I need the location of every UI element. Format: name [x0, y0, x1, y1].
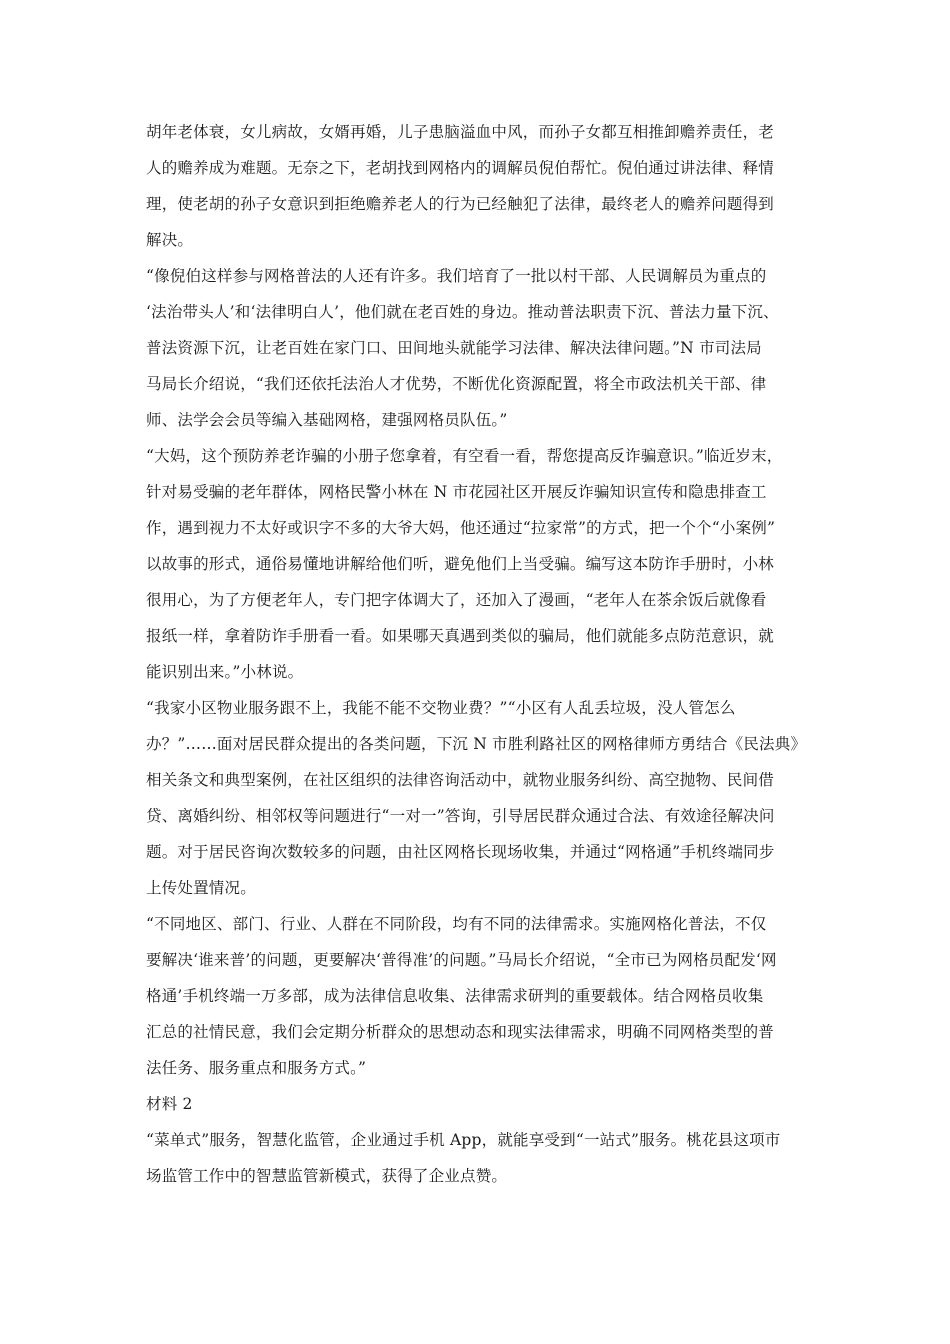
- text-line: 普法资源下沉，让老百姓在家门口、田间地头就能学习法律、解决法律问题。”N 市司法局: [146, 339, 762, 357]
- text-line: “大妈，这个预防养老诈骗的小册子您拿着，有空看一看，帮您提高反诈骗意识。”临近岁末，: [146, 447, 783, 465]
- text-line: 以故事的形式，通俗易懂地讲解给他们听，避免他们上当受骗。编写这本防诈手册时，小林: [146, 555, 775, 573]
- text-line: “不同地区、部门、行业、人群在不同阶段，均有不同的法律需求。实施网格化普法，不仅: [146, 915, 767, 933]
- text-line: 题。对于居民咨询次数较多的问题，由社区网格长现场收集，并通过“网格通”手机终端同步: [146, 843, 775, 861]
- text-line: 马局长介绍说，“我们还依托法治人才优势，不断优化资源配置，将全市政法机关干部、律: [146, 375, 767, 393]
- text-line: 相关条文和典型案例，在社区组织的法律咨询活动中，就物业服务纠纷、高空抛物、民间借: [146, 771, 775, 789]
- text-line: 解决。: [146, 231, 194, 249]
- section-heading: 材料 2: [146, 1095, 193, 1113]
- text-line: 能识别出来。”小林说。: [146, 663, 304, 681]
- text-line: “菜单式”服务，智慧化监管，企业通过手机 App，就能享受到“一站式”服务。桃花县这项市: [146, 1131, 781, 1149]
- text-line: 贷、离婚纠纷、相邻权等问题进行“一对一”答询，引导居民群众通过合法、有效途径解决问: [146, 807, 775, 825]
- text-line: 很用心，为了方便老年人，专门把字体调大了，还加入了漫画，“老年人在茶余饭后就像看: [146, 591, 767, 609]
- text-line: 师、法学会会员等编入基础网格，建强网格员队伍。”: [146, 411, 508, 429]
- text-line: 针对易受骗的老年群体，网格民警小林在 N 市花园社区开展反诈骗知识宣传和隐患排查工: [146, 483, 767, 501]
- text-line: 汇总的社情民意，我们会定期分析群众的思想动态和现实法律需求，明确不同网格类型的普: [146, 1023, 775, 1041]
- text-line: “像倪伯这样参与网格普法的人还有许多。我们培育了一批以村干部、人民调解员为重点的: [146, 267, 767, 285]
- text-line: 法任务、服务重点和服务方式。”: [146, 1059, 367, 1077]
- text-line: 人的赡养成为难题。无奈之下，老胡找到网格内的调解员倪伯帮忙。倪伯通过讲法律、释情: [146, 159, 775, 177]
- text-line: 胡年老体衰，女儿病故，女婿再婚，儿子患脑溢血中风，而孙子女都互相推卸赡养责任，老: [146, 123, 775, 141]
- text-line: 作，遇到视力不太好或识字不多的大爷大妈，他还通过“拉家常”的方式，把一个个“小案例”: [146, 519, 776, 537]
- text-line: 办？”……面对居民群众提出的各类问题，下沉 N 市胜利路社区的网格律师方勇结合《民法典》: [146, 735, 807, 753]
- text-line: 场监管工作中的智慧监管新模式，获得了企业点赞。: [146, 1167, 508, 1185]
- text-line: 报纸一样，拿着防诈手册看一看。如果哪天真遇到类似的骗局，他们就能多点防范意识，就: [146, 627, 775, 645]
- text-line: 要解决‘谁来普’的问题，更要解决‘普得准’的问题。”马局长介绍说，“全市已为网格员配发‘网: [146, 951, 777, 969]
- text-line: ‘法治带头人’和‘法律明白人’，他们就在老百姓的身边。推动普法职责下沉、普法力量下沉、: [146, 303, 779, 321]
- text-line: 格通’手机终端一万多部，成为法律信息收集、法律需求研判的重要载体。结合网格员收集: [146, 987, 764, 1005]
- text-line: “我家小区物业服务跟不上，我能不能不交物业费？”“小区有人乱丢垃圾，没人管怎么: [146, 699, 736, 717]
- text-line: 理，使老胡的孙子女意识到拒绝赡养老人的行为已经触犯了法律，最终老人的赡养问题得到: [146, 195, 775, 213]
- text-line: 上传处置情况。: [146, 879, 256, 897]
